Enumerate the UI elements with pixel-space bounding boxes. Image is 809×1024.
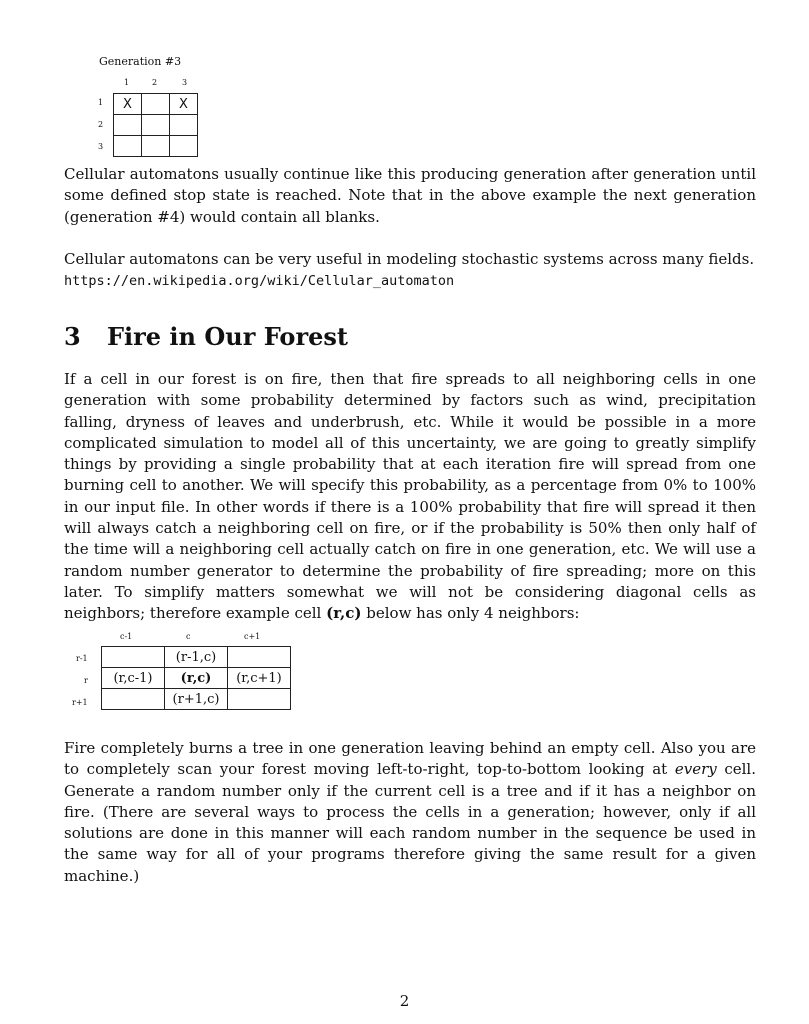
grid-cell: [102, 689, 165, 710]
grid-cell: (r+1,c): [165, 689, 228, 710]
grid-cell: [142, 136, 170, 157]
grid-row: [102, 668, 291, 689]
neighbor-col-label: c-1: [120, 632, 133, 641]
gen-row-label: 3: [98, 142, 104, 151]
grid-cell: (r-1,c): [165, 647, 228, 668]
grid-cell: [114, 115, 142, 136]
grid-cell: [102, 647, 165, 668]
paragraph-text: If a cell in our forest is on fire, then that fire spreads to all neighboring cells in one generation with some probability determined by factors such as wind, precipitation falling, dryness of leaves and underbrush, etc. While it would be possible in a more complicated simulation to model all of this uncertainty, we are going to greatly simplify things by providing a single probability that at each iteration fire will spread from one burning cell to another. We will specify this probability, as a percentage from 0% to 100% in our input file. In other words if there is a 100% probability that fire will spread it then will always catch a neighboring cell on fire, or if the probability is 50% then only half of the time will a neighboring cell actually catch on fire in one generation, etc. We will use a random number generator to determine the probability of fire spreading; more on this later. To simplify matters somewhat we will not be considering diagonal cells as neighbors; therefore example cell: [64, 370, 756, 623]
neighbor-col-label: c: [186, 632, 191, 641]
section-paragraph-2: [64, 738, 756, 887]
gen-col-label: 3: [182, 78, 188, 87]
grid-cell: [114, 136, 142, 157]
gen-col-label: 1: [124, 78, 130, 87]
paragraph-text: Fire completely burns a tree in one generation leaving behind an empty cell. Also you are to completely scan your forest moving left-to-right, top-to-bottom looking at: [64, 739, 756, 779]
neighbor-row-label: r: [84, 676, 88, 685]
intro-text: Cellular automatons can be very useful in modeling stochastic systems across many fields.: [64, 250, 755, 268]
gen-col-label: 2: [152, 78, 158, 87]
neighbor-col-label: c+1: [244, 632, 261, 641]
neighbor-row-label: r-1: [76, 654, 88, 663]
intro-paragraph: Cellular automatons usually continue like this producing generation after generation until some defined stop state is reached. Note that in the above example the next generation (generation #4) would contain all blanks.: [64, 165, 756, 226]
grid-row: [114, 136, 198, 157]
neighbor-row-label: r+1: [72, 698, 88, 707]
grid-cell: (r,c-1): [102, 668, 165, 689]
grid-cell: [228, 647, 291, 668]
grid-cell: (r,c): [165, 668, 228, 689]
grid-row: [102, 689, 291, 710]
grid-cell: [170, 136, 198, 157]
gen-row-label: 2: [98, 120, 104, 129]
section-number: 3: [64, 322, 81, 351]
example-cell-ref: (r,c): [326, 604, 362, 623]
grid-cell: [142, 94, 170, 115]
intro-paragraph-2: [64, 249, 756, 293]
grid-row: [114, 94, 198, 115]
wikipedia-url: https://en.wikipedia.org/wiki/Cellular_automaton: [64, 273, 455, 290]
page-number: 2: [399, 992, 410, 1010]
grid-row: [102, 647, 291, 668]
paragraph-text: below has only 4 neighbors:: [361, 604, 580, 623]
paragraph-text: cell. Generate a random number only if the current cell is a tree and if it has a neighbor on fire. (There are several ways to process the cells in a generation; however, only if all solutions are done in this manner will each random number in the sequence be used in the same way for all of your programs therefore giving the same result for a given machine.): [64, 760, 756, 885]
neighbor-grid: [101, 646, 291, 710]
grid-cell: X: [170, 94, 198, 115]
generation-grid-title: Generation #3: [99, 55, 182, 68]
emphasis-every: every: [674, 760, 717, 779]
generation-grid: [113, 93, 198, 157]
gen-row-label: 1: [98, 98, 104, 107]
section-title: Fire in Our Forest: [107, 322, 348, 351]
grid-cell: [170, 115, 198, 136]
section-heading: [64, 322, 348, 351]
grid-row: [114, 115, 198, 136]
grid-cell: (r,c+1): [228, 668, 291, 689]
section-paragraph: [64, 369, 756, 625]
grid-cell: [142, 115, 170, 136]
grid-cell: X: [114, 94, 142, 115]
grid-cell: [228, 689, 291, 710]
